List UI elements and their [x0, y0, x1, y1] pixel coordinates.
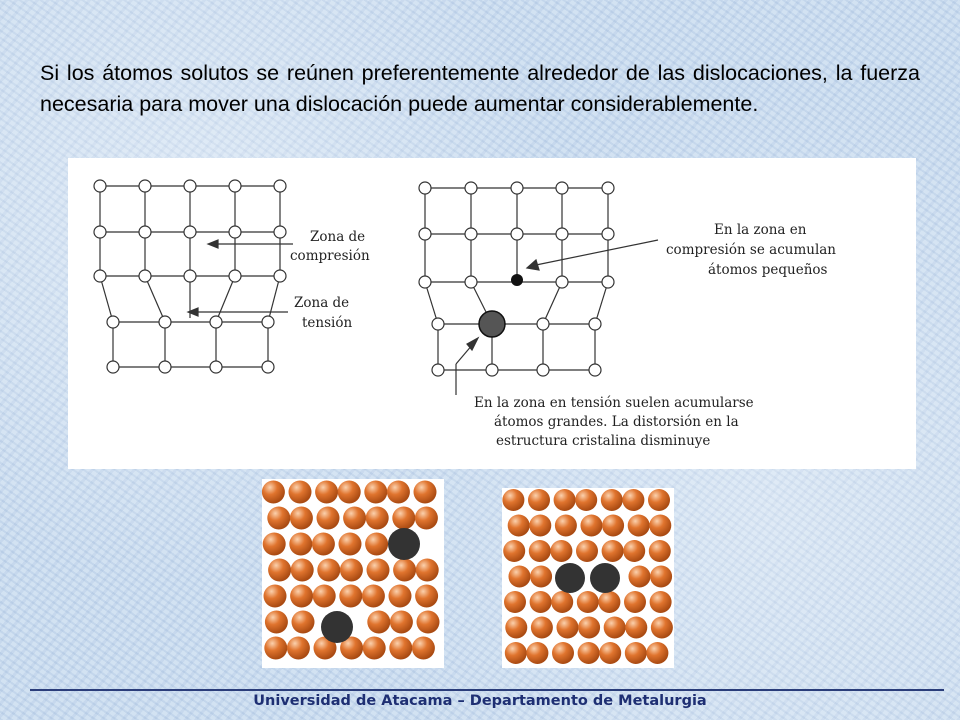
tension-zone-label-1: Zona de: [294, 295, 350, 311]
host-atom: [504, 591, 526, 613]
host-atom: [317, 559, 340, 582]
host-atom: [526, 642, 548, 664]
host-atom: [530, 591, 552, 613]
host-atom: [650, 591, 672, 613]
solute-atom: [555, 563, 585, 593]
host-atom: [393, 559, 416, 582]
host-atom: [604, 617, 626, 639]
host-atom: [601, 489, 623, 511]
host-atom: [392, 507, 415, 530]
host-atom: [339, 533, 362, 556]
atom-lattice-left: [262, 479, 444, 668]
host-atom: [650, 566, 672, 588]
host-atom: [367, 611, 390, 634]
host-atom: [625, 617, 647, 639]
host-atom: [416, 559, 439, 582]
host-atom: [387, 481, 410, 504]
host-atom: [602, 515, 624, 537]
small-solute-atom: [511, 274, 523, 286]
atom-arrangement-left: [262, 479, 444, 668]
host-atom: [554, 489, 576, 511]
host-atom: [503, 540, 525, 562]
small-atoms-label-1: En la zona en: [714, 222, 807, 238]
footer-institution: Universidad de Atacama – Departamento de Metalurgia: [253, 693, 707, 709]
host-atom: [508, 566, 530, 588]
host-atom: [417, 611, 440, 634]
solute-atom: [321, 611, 353, 643]
atom-arrangement-right: [502, 488, 674, 668]
host-atom: [338, 481, 361, 504]
host-atom: [317, 507, 340, 530]
host-atom: [414, 481, 437, 504]
host-atom: [576, 540, 598, 562]
host-atom: [339, 585, 362, 608]
host-atom: [529, 540, 551, 562]
host-atom: [530, 566, 552, 588]
host-atom: [290, 585, 313, 608]
host-atom: [412, 637, 435, 660]
host-atom: [628, 566, 650, 588]
host-atom: [365, 533, 388, 556]
compression-zone-label-1: Zona de: [310, 229, 366, 245]
host-atom: [312, 533, 335, 556]
host-atom: [555, 515, 577, 537]
small-atoms-label-2: compresión se acumulan: [666, 242, 837, 258]
host-atom: [505, 617, 527, 639]
small-atoms-label-3: átomos pequeños: [708, 262, 828, 278]
solute-atom: [388, 528, 420, 560]
host-atom: [263, 533, 286, 556]
solute-atom: [590, 563, 620, 593]
host-atom: [623, 540, 645, 562]
intro-paragraph: Si los átomos solutos se reúnen preferentemente alrededor de las dislocaciones, la fuerza necesaria para mover una dislocación puede aumentar considerablemente.: [40, 61, 920, 116]
atom-lattice-right: [502, 488, 674, 668]
host-atom: [389, 585, 412, 608]
large-atoms-label-3: estructura cristalina disminuye: [496, 433, 711, 449]
host-atom: [343, 507, 366, 530]
host-atom: [315, 481, 338, 504]
host-atom: [264, 637, 287, 660]
host-atom: [649, 515, 671, 537]
host-atom: [622, 489, 644, 511]
host-atom: [362, 585, 385, 608]
host-atom: [290, 507, 313, 530]
host-atom: [529, 515, 551, 537]
footer-divider: [30, 689, 944, 691]
host-atom: [508, 515, 530, 537]
host-atom: [577, 591, 599, 613]
host-atom: [531, 617, 553, 639]
host-atom: [367, 559, 390, 582]
host-atom: [575, 489, 597, 511]
host-atom: [552, 642, 574, 664]
host-atom: [289, 481, 312, 504]
host-atom: [580, 515, 602, 537]
host-atom: [389, 637, 412, 660]
host-atom: [599, 642, 621, 664]
compression-zone-label-2: compresión: [290, 248, 370, 264]
host-atom: [289, 533, 312, 556]
host-atom: [505, 642, 527, 664]
host-atom: [624, 591, 646, 613]
host-atom: [598, 591, 620, 613]
large-atoms-label-1: En la zona en tensión suelen acumularse: [474, 395, 754, 411]
host-atom: [287, 637, 310, 660]
host-atom: [340, 559, 363, 582]
host-atom: [550, 540, 572, 562]
host-atom: [628, 515, 650, 537]
host-atom: [502, 489, 524, 511]
host-atom: [528, 489, 550, 511]
host-atom: [364, 481, 387, 504]
host-atom: [625, 642, 647, 664]
host-atom: [267, 507, 290, 530]
host-atom: [291, 559, 314, 582]
host-atom: [649, 540, 671, 562]
host-atom: [363, 637, 386, 660]
host-atom: [578, 617, 600, 639]
host-atom: [265, 611, 288, 634]
dislocation-diagrams: [68, 158, 916, 469]
host-atom: [646, 642, 668, 664]
host-atom: [313, 585, 336, 608]
host-atom: [292, 611, 315, 634]
host-atom: [415, 507, 438, 530]
host-atom: [651, 617, 673, 639]
host-atom: [415, 585, 438, 608]
host-atom: [262, 481, 285, 504]
large-solute-atom: [479, 311, 505, 337]
dislocation-figure: [68, 158, 916, 469]
host-atom: [264, 585, 287, 608]
host-atom: [648, 489, 670, 511]
host-atom: [268, 559, 291, 582]
host-atom: [390, 611, 413, 634]
large-atoms-label-2: átomos grandes. La distorsión en la: [494, 414, 739, 430]
host-atom: [366, 507, 389, 530]
host-atom: [602, 540, 624, 562]
tension-zone-label-2: tensión: [302, 315, 353, 331]
host-atom: [551, 591, 573, 613]
host-atom: [556, 617, 578, 639]
host-atom: [578, 642, 600, 664]
